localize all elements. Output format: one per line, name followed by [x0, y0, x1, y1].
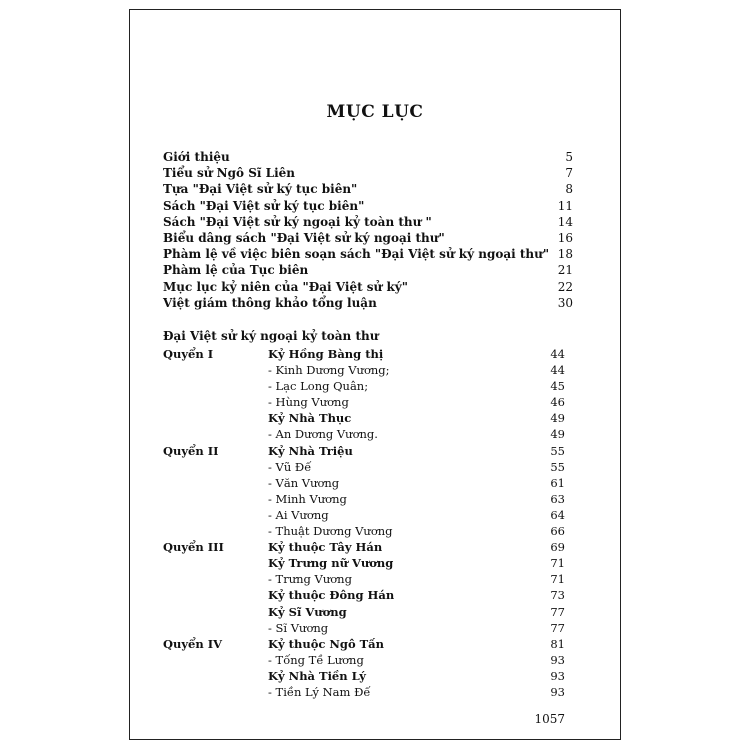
- front-matter-label: Sách "Đại Việt sử ký ngoại kỷ toàn thư ": [163, 214, 432, 229]
- front-matter-item: [163, 230, 573, 246]
- front-matter-item: [163, 262, 573, 278]
- entry-page: 77: [550, 604, 565, 619]
- chapter-subentry: - Sĩ Vương: [268, 620, 329, 635]
- entry-page: 55: [550, 443, 565, 458]
- chapter-heading: Kỷ Nhà Triệu: [268, 443, 353, 458]
- chapter-subentry: - Vũ Đế: [268, 459, 312, 474]
- toc-row: [130, 587, 620, 603]
- toc-row: [130, 507, 620, 523]
- entry-page: 61: [550, 475, 565, 490]
- page-title: MỤC LỤC: [326, 102, 424, 122]
- chapter-heading: Kỷ Nhà Thục: [268, 411, 352, 426]
- toc-row: [130, 604, 620, 620]
- entry-page: 55: [550, 459, 565, 474]
- entry-page: 46: [550, 395, 565, 410]
- entry-page: 49: [550, 427, 565, 442]
- chapter-subentry: - Kinh Dương Vương;: [268, 363, 390, 378]
- front-matter-label: Biểu dâng sách "Đại Việt sử ký ngoại thư": [163, 230, 445, 245]
- entry-page: 49: [550, 411, 565, 426]
- entry-page: 64: [550, 507, 565, 522]
- toc-row: [130, 410, 620, 426]
- toc-row: [130, 555, 620, 571]
- toc-row: [130, 475, 620, 491]
- front-matter-item: [163, 246, 573, 262]
- chapter-subentry: - Trưng Vương: [268, 572, 352, 587]
- front-matter-page: 11: [557, 198, 573, 213]
- front-matter-item: [163, 165, 573, 181]
- entry-page: 45: [550, 379, 565, 394]
- front-matter-item: [163, 214, 573, 230]
- front-matter-page: 30: [557, 295, 573, 310]
- front-matter-page: 14: [557, 214, 573, 229]
- entry-page: 66: [550, 524, 565, 539]
- chapter-heading: Kỷ thuộc Tây Hán: [268, 540, 383, 555]
- book-page: [129, 9, 621, 740]
- chapter-heading: Kỷ Sĩ Vương: [268, 604, 347, 619]
- chapter-heading: Kỷ thuộc Ngô Tấn: [268, 636, 384, 651]
- entry-page: 93: [550, 652, 565, 667]
- front-matter-label: Việt giám thông khảo tổng luận: [163, 295, 377, 310]
- chapter-subentry: - Văn Vương: [268, 475, 340, 490]
- entry-page: 71: [550, 572, 565, 587]
- toc-row: [130, 346, 620, 362]
- chapter-subentry: - Lạc Long Quân;: [268, 379, 369, 394]
- front-matter-list: [163, 149, 573, 311]
- front-matter-label: Tựa "Đại Việt sử ký tục biên": [163, 182, 358, 197]
- toc-row: [130, 443, 620, 459]
- volume-label: Quyển III: [163, 540, 224, 555]
- volume-label: Quyển IV: [163, 636, 223, 651]
- front-matter-page: 22: [557, 279, 573, 294]
- toc-row: [130, 539, 620, 555]
- entry-page: 81: [550, 636, 565, 651]
- volume-label: Quyển II: [163, 443, 219, 458]
- front-matter-item: [163, 198, 573, 214]
- entry-page: 44: [550, 363, 565, 378]
- chapter-heading: Kỷ Nhà Tiền Lý: [268, 668, 366, 683]
- entry-page: 93: [550, 668, 565, 683]
- front-matter-page: 8: [565, 182, 573, 197]
- front-matter-label: Phàm lệ về việc biên soạn sách "Đại Việt sử ký ngoại thư": [163, 247, 550, 262]
- entry-page: 73: [550, 588, 565, 603]
- entry-page: 77: [550, 620, 565, 635]
- chapter-subentry: - Thuật Dương Vương: [268, 524, 393, 539]
- toc-row: [130, 394, 620, 410]
- chapter-heading: Kỷ thuộc Đông Hán: [268, 588, 395, 603]
- front-matter-item: [163, 181, 573, 197]
- toc-row: [130, 652, 620, 668]
- chapter-subentry: - Tiền Lý Nam Đế: [268, 684, 371, 699]
- chapter-heading: Kỷ Trưng nữ Vương: [268, 556, 394, 571]
- front-matter-label: Tiểu sử Ngô Sĩ Liên: [163, 166, 295, 181]
- front-matter-item: [163, 295, 573, 311]
- front-matter-label: Sách "Đại Việt sử ký tục biên": [163, 198, 365, 213]
- toc-row: [130, 362, 620, 378]
- section-heading: Đại Việt sử ký ngoại kỷ toàn thư: [163, 329, 379, 343]
- entry-page: 44: [550, 347, 565, 361]
- chapter-subentry: - Hùng Vương: [268, 395, 349, 410]
- chapter-heading: Kỷ Hồng Bàng thị: [268, 347, 384, 361]
- front-matter-label: Phàm lệ của Tục biên: [163, 263, 309, 278]
- entry-page: 93: [550, 684, 565, 699]
- toc-row: [130, 491, 620, 507]
- front-matter-label: Mục lục kỷ niên của "Đại Việt sử ký": [163, 279, 408, 294]
- entry-page: 71: [550, 556, 565, 571]
- chapter-subentry: - Minh Vương: [268, 491, 347, 506]
- front-matter-item: [163, 279, 573, 295]
- toc-row: [130, 459, 620, 475]
- front-matter-page: 18: [557, 247, 573, 262]
- chapter-subentry: - Tống Tề Lương: [268, 652, 364, 667]
- entry-page: 63: [550, 491, 565, 506]
- toc-row: [130, 426, 620, 442]
- toc-row: [130, 684, 620, 700]
- front-matter-page: 21: [557, 263, 573, 278]
- page-number: 1057: [534, 712, 565, 726]
- toc-row: [130, 571, 620, 587]
- front-matter-page: 5: [565, 150, 573, 164]
- entry-page: 69: [550, 540, 565, 555]
- toc-entries-list: [130, 346, 620, 700]
- toc-row: [130, 620, 620, 636]
- volume-label: Quyển I: [163, 347, 214, 361]
- toc-row: [130, 636, 620, 652]
- front-matter-item: [163, 149, 573, 165]
- chapter-subentry: - An Dương Vương.: [268, 427, 378, 442]
- toc-row: [130, 668, 620, 684]
- front-matter-page: 7: [565, 166, 573, 181]
- toc-row: [130, 523, 620, 539]
- toc-row: [130, 378, 620, 394]
- chapter-subentry: - Ai Vương: [268, 507, 329, 522]
- front-matter-label: Giới thiệu: [163, 150, 230, 164]
- front-matter-page: 16: [557, 230, 573, 245]
